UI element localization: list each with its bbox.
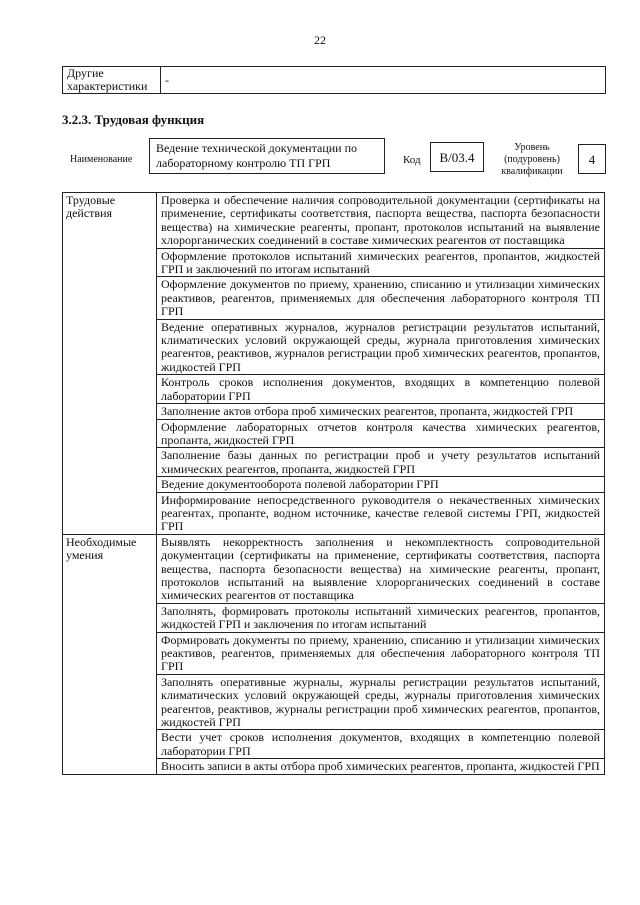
function-name-value: Ведение технической документации по лабораторному контролю ТП ГРП (149, 138, 385, 174)
skill-item: Выявлять некорректность заполнения и некомплектность сопроводительной документации (сертификаты на применение, сертификаты соответствия, паспорта вещества, паспорта безопасности вещества) на химические реагенты, пропант, протоколов испытаний на выявление хлорорганических соединений в составе химических реагентов от поставщика (157, 534, 605, 603)
skill-item: Вносить записи в акты отбора проб химических реагентов, пропанта, жидкостей ГРП (157, 759, 605, 774)
other-characteristics-table (62, 66, 606, 94)
skill-item: Заполнять, формировать протоколы испытаний химических реагентов, пропантов, жидкостей ГРП и заключения по итогам испытаний (157, 603, 605, 632)
section-title: 3.2.3. Трудовая функция (62, 112, 205, 127)
labor-action-item: Ведение документооборота полевой лаборатории ГРП (157, 477, 605, 492)
other-characteristics-value: - (161, 67, 606, 94)
skill-item: Формировать документы по приему, хранению, списанию и утилизации химических реактивов, реагентов, применяемых для обеспечения лабораторного контроля ТП ГРП (157, 632, 605, 674)
skill-item: Заполнять оперативные журналы, журналы регистрации результатов испытаний, климатических условий окружающей среды, журналы приготовления химических реагентов, реактивов, журналы регистрации проб химических реагентов, пропантов, жидкостей ГРП (157, 674, 605, 730)
code-label: Код (403, 154, 421, 166)
level-value: 4 (578, 144, 606, 174)
page-number: 22 (314, 33, 326, 47)
skill-item: Вести учет сроков исполнения документов, входящих в компетенцию полевой лаборатории ГРП (157, 730, 605, 759)
labor-action-item: Контроль сроков исполнения документов, входящих в компетенцию полевой лаборатории ГРП (157, 375, 605, 404)
labor-action-item: Заполнение базы данных по регистрации проб и учету результатов испытаний химических реагентов, пропанта, жидкостей ГРП (157, 448, 605, 477)
required-skills-label: Необходимые умения (63, 534, 157, 774)
code-value: B/03.4 (430, 142, 484, 172)
other-characteristics-label: Другие характеристики (63, 67, 161, 94)
labor-action-item: Проверка и обеспечение наличия сопроводительной документации (сертификаты на применение, сертификаты соответствия, паспорта вещества, паспорта безопасности вещества) на химические реагенты, пропант, протоколов испытаний на выявление хлорорганических соединений в составе химических реагентов от поставщика (157, 193, 605, 249)
function-name-label: Наименование (70, 154, 133, 165)
labor-action-item: Оформление протоколов испытаний химических реагентов, пропантов, жидкостей ГРП и заключений по итогам испытаний (157, 248, 605, 277)
labor-action-item: Заполнение актов отбора проб химических реагентов, пропанта, жидкостей ГРП (157, 404, 605, 419)
labor-action-item: Оформление документов по приему, хранению, списанию и утилизации химических реактивов, реагентов, применяемых для обеспечения лабораторного контроля ТП ГРП (157, 277, 605, 319)
labor-action-item: Оформление лабораторных отчетов контроля качества химических реагентов, пропанта, жидкостей ГРП (157, 419, 605, 448)
level-label: Уровень (подуровень) квалификации (501, 142, 563, 177)
labor-actions-label: Трудовые действия (63, 193, 157, 535)
function-details-table (62, 192, 605, 775)
labor-action-item: Ведение оперативных журналов, журналов регистрации результатов испытаний, климатических условий окружающей среды, журнала приготовления химических реагентов, реактивов, журналов регистрации проб химических реагентов, пропантов, жидкостей ГРП (157, 319, 605, 375)
labor-action-item: Информирование непосредственного руководителя о некачественных химических реагентах, пропанте, водном источнике, качестве гелевой системы ГРП, жидкостей ГРП (157, 492, 605, 534)
